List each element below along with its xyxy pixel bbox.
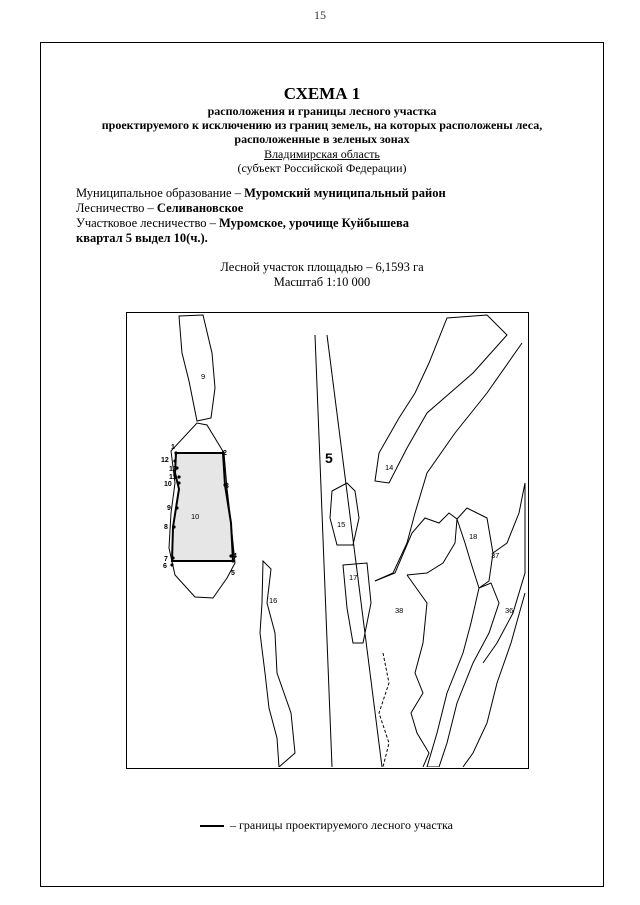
region-note: (субъект Российской Федерации) [237,161,407,175]
plot-15-boundary [330,483,359,545]
point-label-3: 3 [225,483,229,490]
boundary-point-11 [177,475,180,478]
subtitle-line-2: проектируемого к исключению из границ земель, на которых расположены леса, [101,118,543,132]
subtitle-line-3: расположенные в зеленых зонах [234,132,410,146]
map-legend [200,818,453,833]
scale-text: Масштаб 1:10 000 [273,275,371,289]
district-line [76,216,409,231]
quarter-line [76,231,208,246]
point-label-12: 12 [161,457,169,464]
subtitle-line-1: расположения и границы лесного участка [207,104,437,118]
plot-label-37: 37 [491,551,500,560]
boundary-point-12 [173,459,176,462]
boundary-point-10 [177,481,180,484]
page-number: 15 [314,8,326,22]
point-label-11: 11 [169,474,177,481]
quarter-number-label: 5 [325,450,333,466]
boundary-point-9 [175,506,178,509]
forestry-value: Селивановское [156,201,244,215]
plot-label-9: 9 [201,372,206,381]
point-label-4: 4 [233,553,237,560]
point-label-13: 13 [169,466,177,473]
road-line-left [315,335,332,767]
plot-16-boundary [260,561,295,767]
district-label: Участковое лесничество – [76,216,220,230]
boundary-point-8 [172,525,175,528]
forestry-line [76,201,243,216]
forestry-label: Лесничество – [76,201,157,215]
plot-14-right-boundary [375,343,522,581]
boundary-point-1 [174,451,177,454]
plot-label-17: 17 [349,573,358,582]
road-line-right [327,335,382,767]
municipality-line [76,186,446,201]
map-drawing [127,313,527,767]
projected-plot-boundary [172,453,233,561]
point-label-9: 9 [167,505,171,512]
plot-36-boundary [427,583,499,767]
boundary-point-7 [171,556,174,559]
plot-38-lower-boundary [407,575,429,767]
stream-line [379,653,389,767]
forest-plot-map [126,312,529,769]
point-label-5: 5 [231,570,235,577]
point-label-6: 6 [163,563,167,570]
point-label-8: 8 [164,524,168,531]
plot-14-boundary [375,315,507,483]
plot-label-36: 36 [505,606,514,615]
quarter-value: квартал 5 выдел 10(ч.). [76,231,208,245]
point-label-2: 2 [223,450,227,457]
plot-9-boundary [179,315,215,421]
plot-label-16: 16 [269,596,278,605]
region-line [40,147,604,161]
point-label-10: 10 [164,481,172,488]
plot-38-boundary [375,513,457,581]
point-label-1: 1 [171,444,175,451]
plot-label-38: 38 [395,606,404,615]
municipality-value: Муромский муниципальный район [244,186,446,200]
plot-label-14: 14 [385,463,394,472]
point-label-7: 7 [164,556,168,563]
boundary-point-6 [170,563,173,566]
region-name: Владимирская область [264,147,380,161]
plot-label-15: 15 [337,520,346,529]
scheme-title: СХЕМА 1 [283,84,361,103]
legend-text: – границы проектируемого лесного участка [230,818,453,832]
plot-label-18: 18 [469,532,478,541]
municipality-label: Муниципальное образование – [76,186,245,200]
plot-label-10: 10 [191,512,200,521]
legend-boundary-line [200,825,224,827]
district-value: Муромское, урочище Куйбышева [219,216,409,230]
area-text: Лесной участок площадью – 6,1593 га [220,260,424,274]
plot-37-boundary [483,483,525,663]
plot-18-boundary [457,508,493,588]
